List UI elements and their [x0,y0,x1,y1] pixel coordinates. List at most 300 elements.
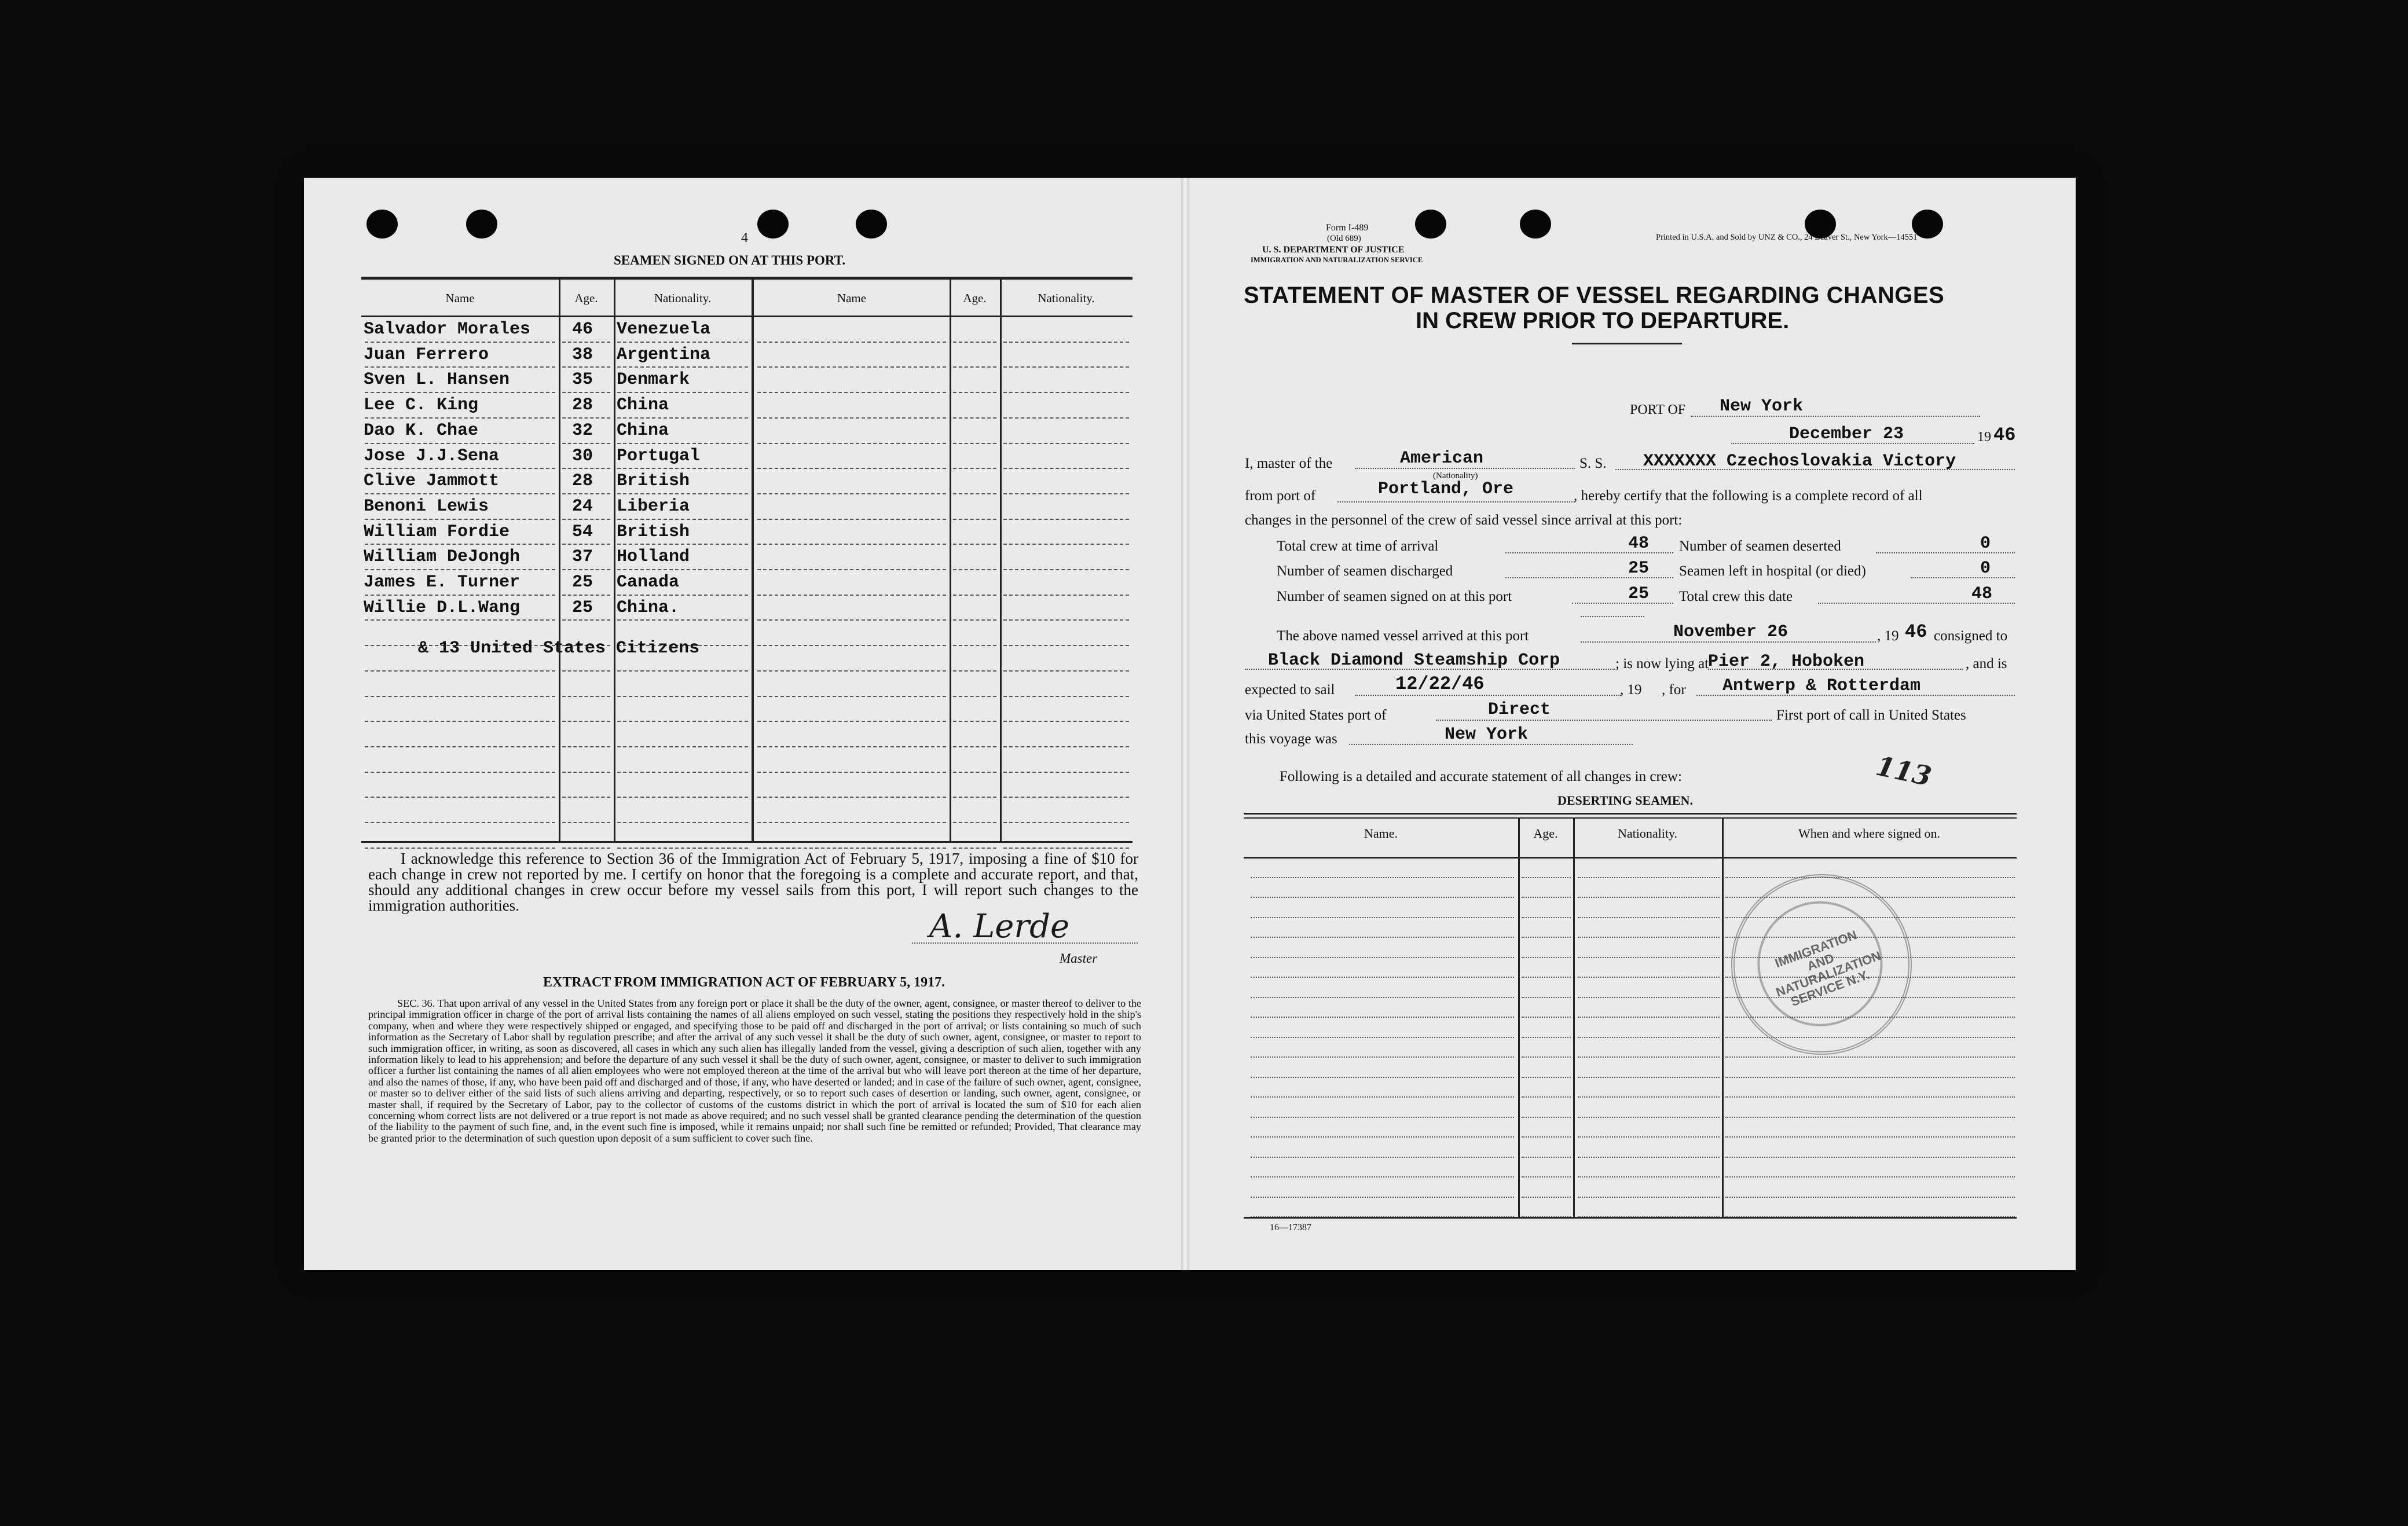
table-rule [617,670,748,672]
vessel-name: XXXXXXX Czechoslovakia Victory [1643,452,1956,471]
stat-line [1818,603,2015,604]
seaman-age: 46 [572,320,593,339]
changes-text: changes in the personnel of the crew of said vessel since arrival at this port: [1245,512,1683,528]
table-rule [617,595,748,596]
binder-hole [757,210,789,239]
table-rule [617,822,748,823]
table-rule [757,468,946,469]
table-rule [365,746,555,747]
table-rule [365,366,555,368]
table-rule [562,569,610,570]
table-rule [365,797,555,798]
stat-line [1505,552,1673,553]
table-rule [953,569,996,570]
seaman-nationality: Holland [617,547,690,567]
table-rule [617,721,748,722]
table-rule [953,797,996,798]
deserting-rule [1522,1117,1571,1118]
table-rule [365,493,555,494]
table-rule [617,342,748,343]
table-rule [562,797,610,798]
arrived-year-prefix: , 19 [1877,628,1899,644]
table-rule [953,645,996,646]
hospital-label: Seamen left in hospital (or died) [1679,563,1866,579]
table-rule [757,746,946,747]
table-rule [953,417,996,419]
table-rule [1003,519,1129,520]
table-rule [953,848,996,849]
seaman-name: William Fordie [364,522,510,542]
service-name: IMMIGRATION AND NATURALIZATION SERVICE [1251,256,1423,264]
table-rule [1003,443,1129,444]
column-header-nationality: Nationality. [654,291,712,305]
deserting-rule [1251,977,1514,978]
table-rule [953,366,996,368]
table-rule [953,721,996,722]
deserting-rule [1522,1037,1571,1038]
table-rule [953,392,996,393]
column-header-name: Name [837,291,867,305]
form-number: Form I-489 [1326,223,1369,233]
nationality-line [1355,468,1575,469]
deserting-rule [1522,937,1571,938]
department-name: U. S. DEPARTMENT OF JUSTICE [1262,245,1405,255]
table-rule [1003,569,1129,570]
from-port-line [1337,501,1575,502]
table-rule [953,772,996,773]
title-underline [1572,343,1682,344]
seaman-age: 35 [572,370,593,390]
expected-value: 12/22/46 [1395,673,1485,695]
table-rule [1003,746,1129,747]
voyage-value: New York [1445,725,1529,744]
table-rule [365,342,555,343]
seaman-age: 25 [572,597,593,618]
and-is-label: , and is [1966,656,2007,672]
table-rule [953,696,996,697]
seaman-age: 37 [572,547,593,567]
deserting-rule [1725,1077,2015,1078]
table-rule [617,366,748,368]
table-rule [365,721,555,722]
extract-title: EXTRACT FROM IMMIGRATION ACT OF FEBRUARY 5, 1917. [543,975,945,990]
extract-text: SEC. 36. That upon arrival of any vessel in the United States from any foreign port or place it shall be the duty of the owner, agent, consignee, or master thereof to deliver to the principal immigration officer in charge of the port of arrival lists containing the names of all aliens employed on such vessel, stating the positions they respectively hold in the ship's company, when and where they were respectively shipped or engaged, and specifying those to be paid off and discharged in the port of arrival; or lists containing so much of such information as the Secretary of Labor shall by regulation prescribe; and after the arrival of any such vessel it shall be the duty of such owner, agent, consignee, or master to report to such immigration officer, in writing, as soon as discovered, all cases in which any such alien has illegally landed from the vessel, giving a description of such alien, together with any information likely to lead to his apprehension; and before the departure of any such vessel it shall be the duty of such owner, agent, consignee, or master to deliver to such immigration officer a further list containing the names of all alien employees who were not employed thereon at the time of the arrival but who will leave port thereon at the time of her departure, and also the names of those, if any, who have been paid off and discharged and of those, if any, who have deserted or landed; and in case of the failure of such owner, agent, consignee, or master so to deliver either of the said lists of such aliens arriving and departing, respectively, or so to report such cases of desertion or landing, such owner, agent, consignee, or master shall, if required by the Secretary of Labor, pay to the collector of customs of the customs district in which the port of arrival is located the sum of $10 for each alien concerning whom correct lists are not delivered or a true report is not made as above required; and no such vessel shall be granted clearance pending the determination of the question of the liability to the payment of such fine, and, in the event such fine is imposed, while it remains unpaid; nor shall such fine be remitted or refunded; Provided, That clearance may be granted prior to the determination of such question upon deposit of a sum sufficient to cover such fine. [368,997,1141,1144]
stat-line [1876,552,2015,553]
table-rule [562,696,610,697]
table-rule [617,443,748,444]
table-rule [1003,772,1129,773]
column-divider [752,280,754,841]
deserting-rule [1251,877,1514,878]
table-rule [562,468,610,469]
seaman-name: Clive Jammott [364,471,500,491]
deserting-rule [1725,1136,2015,1138]
stat-line [1505,577,1673,578]
table-rule [953,746,996,747]
table-rule [562,443,610,444]
port-of-value: New York [1720,397,1804,416]
table-rule [757,645,946,646]
table-rule [757,670,946,672]
expected-label: expected to sail [1245,682,1335,698]
certify-text: , hereby certify that the following is a complete record of all [1574,488,1923,504]
table-rule [562,822,610,823]
signed-on-value: 25 [1628,584,1650,604]
vessel-nationality: American [1400,449,1484,468]
table-rule [365,519,555,520]
table-rule [562,619,610,621]
footer-code: 16—17387 [1270,1223,1311,1232]
deserting-bottom-rule [1244,1217,2017,1219]
table-rule [365,569,555,570]
total-crew-date-value: 48 [1971,584,1993,604]
deserting-top-rule [1244,817,2017,819]
date-line [1731,443,1974,444]
deserting-rule [1725,1117,2015,1118]
table-rule [1003,493,1129,494]
table-rule [1003,670,1129,672]
deserting-rule [1251,1157,1514,1158]
table-rule [617,619,748,621]
deserting-rule [1522,1096,1571,1098]
table-rule [365,772,555,773]
deserting-title: DESERTING SEAMEN. [1557,793,1693,808]
deserting-rule [1251,1077,1514,1078]
table-rule [757,696,946,697]
first-port-label: First port of call in United States [1776,707,1966,723]
seaman-age: 28 [572,471,593,491]
deserting-rule [1725,1197,2015,1198]
deserting-rule [1251,1057,1514,1058]
hospital-value: 0 [1980,559,1991,578]
table-rule [1003,696,1129,697]
seaman-nationality: Denmark [617,370,690,390]
deserting-rule [1725,877,2015,878]
seaman-nationality: Portugal [617,446,701,466]
table-rule [562,493,610,494]
table-rule [562,417,610,419]
seaman-name: Sven L. Hansen [364,370,510,390]
deserting-header-name: Name. [1364,826,1398,841]
table-rule [617,797,748,798]
column-header-age: Age. [963,291,987,305]
seaman-age: 32 [572,420,593,441]
year-prefix: 19 [1977,430,1991,445]
table-rule [953,544,996,545]
deserting-rule [1578,1096,1720,1098]
table-rule [1003,797,1129,798]
deserting-header-rule [1244,857,2017,859]
seaman-name: Juan Ferrero [364,344,489,365]
deserting-rule [1251,1096,1514,1098]
for-label: , for [1662,682,1686,698]
deserting-rule [1578,897,1720,898]
table-rule [953,822,996,823]
deserting-rule [1578,1017,1720,1018]
table-rule [1003,645,1129,646]
deserting-top-rule [1244,813,2017,815]
table-rule [953,670,996,672]
deserting-rule [1251,1037,1514,1038]
column-divider [1000,280,1002,841]
statement-title-line1: STATEMENT OF MASTER OF VESSEL REGARDING CHANGES [1244,283,1945,308]
table-rule [757,721,946,722]
table-rule [617,468,748,469]
seaman-nationality: China [617,395,669,416]
column-divider [1722,819,1724,1217]
binder-hole [366,210,398,239]
table-rule [562,670,610,672]
table-top-rule [361,277,1132,280]
table-header-rule [361,316,1132,317]
deserting-rule [1251,1176,1514,1177]
deserting-rule [1251,897,1514,898]
arrived-year: 46 [1905,621,1927,643]
seaman-name: Lee C. King [364,395,479,416]
seaman-name: Benoni Lewis [364,496,489,516]
via-value: Direct [1488,700,1551,720]
deserting-rule [1251,997,1514,998]
voyage-label: this voyage was [1245,731,1337,747]
column-header-nationality: Nationality. [1038,291,1095,305]
table-rule [1003,822,1129,823]
deserting-header-signed-on: When and where signed on. [1798,826,1940,841]
table-rule [617,392,748,393]
column-divider [950,280,951,841]
deserting-rule [1725,1096,2015,1098]
table-rule [1003,468,1129,469]
table-rule [365,696,555,697]
master-label: Master [1060,951,1098,966]
column-divider [614,280,615,841]
expected-line [1355,695,1621,696]
total-crew-arrival-value: 48 [1628,534,1650,553]
table-rule [953,619,996,621]
master-of-label: I, master of the [1245,456,1333,471]
seaman-nationality: Argentina [617,344,711,365]
deserting-rule [1251,1117,1514,1118]
statement-title-line2: IN CREW PRIOR TO DEPARTURE. [1416,308,1790,333]
printer-credit: Printed in U.S.A. and Sold by UNZ & CO., 24 Beaver St., New York—14551 [1656,233,1918,242]
table-rule [562,595,610,596]
table-rule [617,519,748,520]
deserting-rule [1578,957,1720,958]
page-fold [1181,178,1189,1270]
port-line [1691,416,1980,417]
nationality-caption: (Nationality) [1433,471,1478,480]
deserting-header-nationality: Nationality. [1617,826,1678,841]
signature-line [912,942,1138,944]
table-rule [757,366,946,368]
deserted-label: Number of seamen deserted [1679,538,1841,554]
lying-label: ; is now lying at [1615,656,1709,672]
deserting-rule [1251,1136,1514,1138]
seaman-nationality: Venezuela [617,320,711,339]
consignee-line [1245,669,1615,670]
deserting-rule [1578,937,1720,938]
table-rule [365,392,555,393]
from-port-value: Portland, Ore [1378,479,1514,499]
deserted-value: 0 [1980,534,1991,553]
table-rule [1003,342,1129,343]
stat-line [1572,603,1673,604]
table-rule [953,493,996,494]
table-rule [562,519,610,520]
table-rule [562,366,610,368]
total-crew-arrival-label: Total crew at time of arrival [1277,538,1439,554]
deserting-rule [1725,1157,2015,1158]
table-rule [757,392,946,393]
table-rule [757,544,946,545]
seaman-age: 28 [572,395,593,416]
for-line [1696,695,2015,696]
seamen-signed-on-title: SEAMEN SIGNED ON AT THIS PORT. [614,253,846,267]
table-rule [757,797,946,798]
column-divider [559,280,560,841]
deserting-rule [1522,1136,1571,1138]
deserting-rule [1522,957,1571,958]
deserting-rule [1725,1176,2015,1177]
table-rule [1003,721,1129,722]
form-old-number: (Old 689) [1327,234,1361,243]
seaman-name: Jose J.J.Sena [364,446,500,466]
deserting-rule [1522,1157,1571,1158]
master-signature: A. Lerde [929,908,1070,945]
table-rule [365,443,555,444]
acknowledgement-text: I acknowledge this reference to Section 36 of the Immigration Act of February 5, 1917, imposing a fine of $10 for each change in crew not reported by me. I certify on honor that the foregoing is a complete and accurate report, and that, should any additional changes in crew occur before my vessel sails from this port, I will report such changes to the immigration authorities. [368,850,1138,914]
table-rule [365,468,555,469]
seaman-age: 30 [572,446,593,466]
table-rule [1003,366,1129,368]
table-rule [757,493,946,494]
seaman-name: William DeJongh [364,547,521,567]
table-rule [365,822,555,823]
ss-label: S. S. [1579,456,1607,471]
table-rule [953,595,996,596]
seaman-nationality: British [617,522,690,542]
arrived-value: November 26 [1673,622,1788,642]
table-rule [757,595,946,596]
discharged-value: 25 [1628,559,1650,578]
total-crew-date-label: Total crew this date [1679,589,1793,604]
table-rule [562,721,610,722]
deserting-rule [1251,1197,1514,1198]
deserting-rule [1578,1117,1720,1118]
vessel-line [1615,469,2015,470]
us-citizens-note: & 13 United States Citizens [418,639,700,658]
table-rule [365,619,555,621]
table-rule [562,772,610,773]
consignee-value: Black Diamond Steamship Corp [1268,651,1560,670]
following-text: Following is a detailed and accurate statement of all changes in crew: [1280,769,1682,784]
deserting-rule [1522,1077,1571,1078]
year-value: 46 [1993,424,2016,446]
table-rule [617,848,748,849]
table-rule [953,342,996,343]
seaman-name: Dao K. Chae [364,420,479,441]
table-rule [1003,544,1129,545]
deserting-rule [1578,877,1720,878]
table-rule [617,569,748,570]
discharged-label: Number of seamen discharged [1277,563,1453,579]
binder-hole [1520,210,1551,239]
table-rule [562,746,610,747]
arrived-label: The above named vessel arrived at this port [1277,628,1529,644]
table-rule [617,696,748,697]
deserting-rule [1522,1017,1571,1018]
deserting-rule [1522,1057,1571,1058]
table-rule [1003,619,1129,621]
deserting-rule [1251,957,1514,958]
deserting-rule [1578,977,1720,978]
deserting-rule [1522,917,1571,918]
table-rule [757,772,946,773]
deserting-rule [1725,1057,2015,1058]
binder-hole [466,210,497,239]
deserting-rule [1251,917,1514,918]
deserting-rule [1522,977,1571,978]
table-rule [617,544,748,545]
consigned-label: consigned to [1934,628,2008,644]
stat-line [1911,577,2015,578]
table-rule [1003,595,1129,596]
table-rule [757,848,946,849]
arrived-line [1581,641,1876,643]
deserting-rule [1522,897,1571,898]
seaman-age: 38 [572,344,593,365]
deserting-rule [1522,997,1571,998]
table-rule [1003,392,1129,393]
page-number: 4 [741,230,748,245]
expected-year: , 19 [1620,682,1642,698]
seaman-age: 24 [572,496,593,516]
table-rule [953,443,996,444]
seaman-name: Salvador Morales [364,320,531,339]
seaman-nationality: China. [617,597,680,618]
table-rule [617,417,748,419]
table-rule [365,848,555,849]
table-rule [757,519,946,520]
handwritten-number: 113 [1873,750,1934,793]
deserting-header-age: Age. [1533,826,1558,841]
via-line [1436,720,1772,721]
deserting-rule [1578,997,1720,998]
signed-on-label: Number of seamen signed on at this port [1277,589,1512,604]
table-rule [365,595,555,596]
table-rule [757,822,946,823]
port-of-label: PORT OF [1630,402,1686,417]
arrival-separator [1581,616,1644,617]
from-port-label: from port of [1245,488,1316,504]
table-rule [562,392,610,393]
binder-hole [856,210,887,239]
table-rule [617,746,748,747]
seaman-name: James E. Turner [364,573,521,592]
lying-value: Pier 2, Hoboken [1708,652,1865,672]
via-label: via United States port of [1245,707,1387,723]
table-rule [953,519,996,520]
seaman-nationality: China [617,420,669,441]
voyage-line [1349,744,1633,745]
table-rule [757,569,946,570]
seaman-age: 25 [572,573,593,592]
deserting-rule [1578,1197,1720,1198]
deserting-rule [1578,1176,1720,1177]
deserting-rule [1522,1176,1571,1177]
deserting-rule [1578,1057,1720,1058]
table-rule [365,417,555,419]
deserting-rule [1522,1197,1571,1198]
